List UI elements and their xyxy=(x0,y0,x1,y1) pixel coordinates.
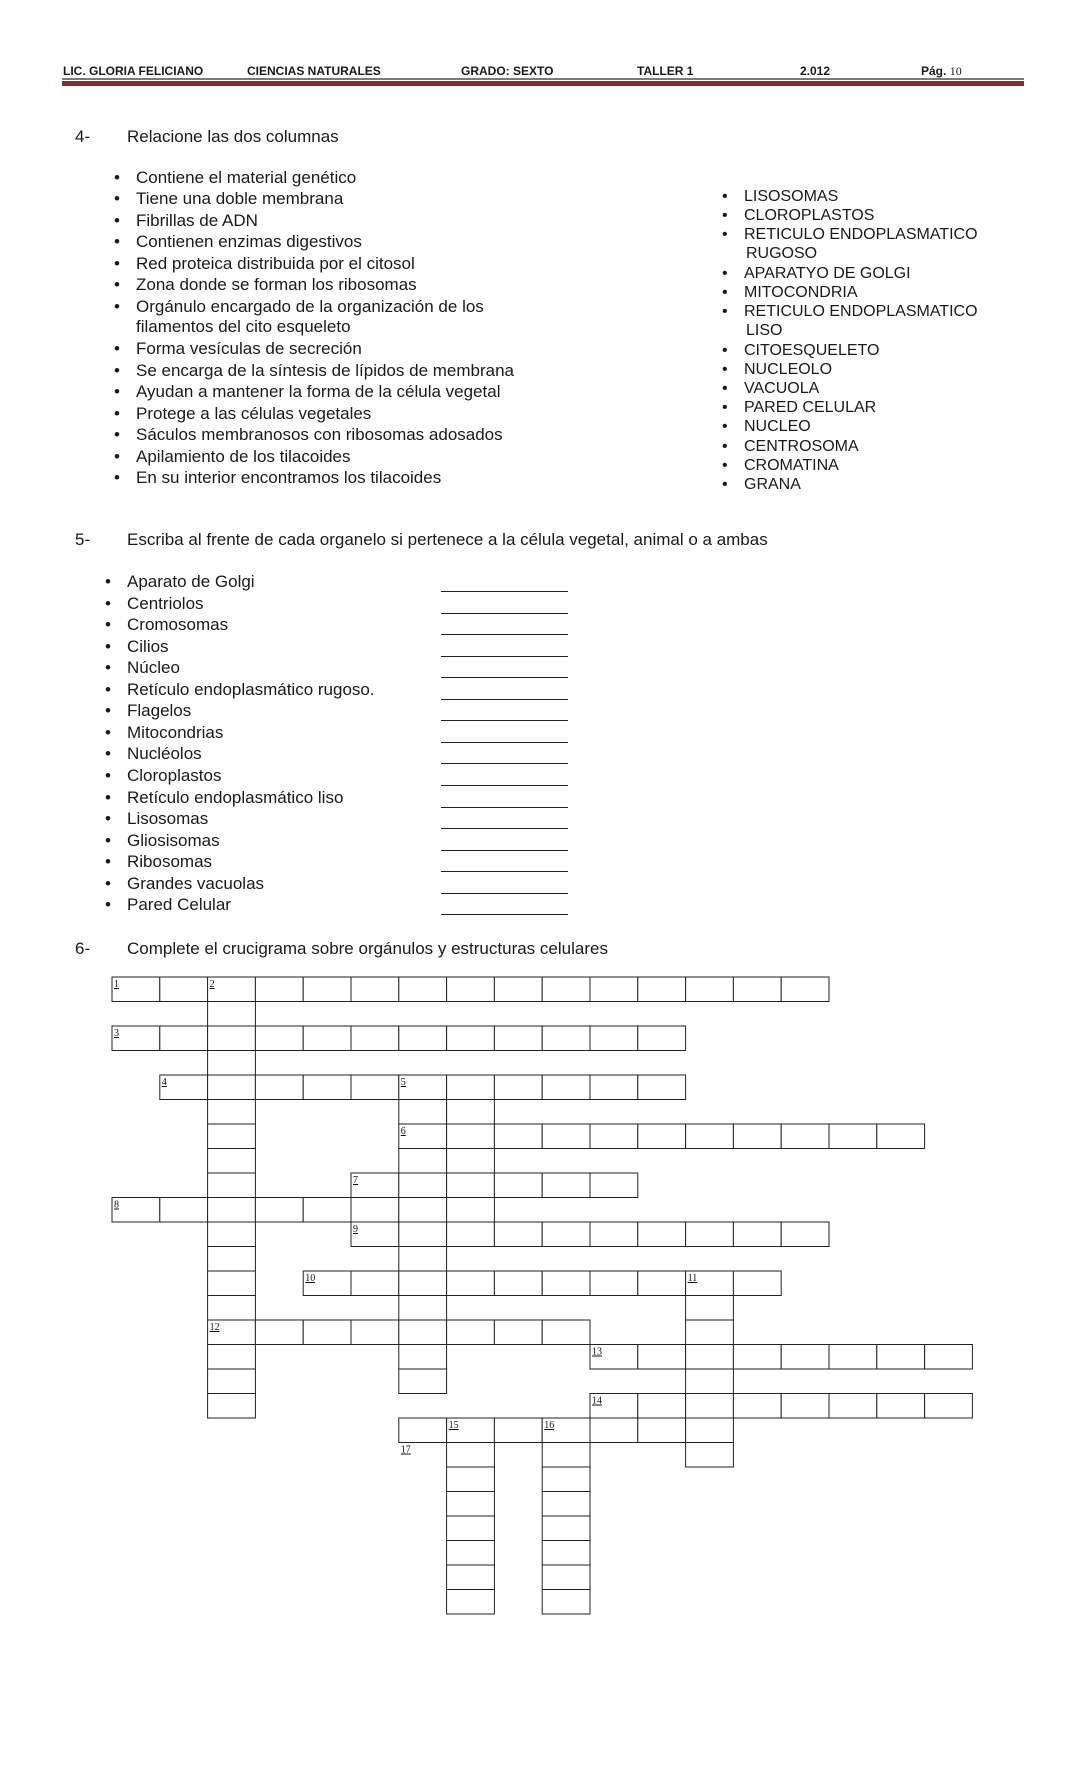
crossword-cell[interactable] xyxy=(399,1320,447,1345)
crossword-cell[interactable] xyxy=(590,1075,638,1100)
crossword-cell[interactable] xyxy=(542,1467,590,1492)
crossword-cell[interactable] xyxy=(399,1296,447,1321)
crossword-cell[interactable] xyxy=(686,1296,734,1321)
q4-right-item: • LISOSOMAS xyxy=(744,188,838,206)
crossword-cell[interactable] xyxy=(494,1075,542,1100)
crossword-cell[interactable] xyxy=(542,1541,590,1566)
crossword-clue-number: 9 xyxy=(353,1224,358,1235)
q4-left-item: • Tiene una doble membrana xyxy=(136,189,343,209)
crossword-cell[interactable] xyxy=(686,1443,734,1468)
q4-left-item-continuation: filamentos del cito esqueleto xyxy=(136,317,351,336)
q4-right-item: • CLOROPLASTOS xyxy=(744,207,874,225)
crossword-cell[interactable] xyxy=(447,1149,495,1174)
crossword-cell[interactable] xyxy=(255,977,303,1002)
crossword-cell[interactable] xyxy=(351,977,399,1002)
crossword-cell[interactable] xyxy=(877,1394,925,1419)
crossword-cell[interactable] xyxy=(494,1320,542,1345)
q4-left-item: • Contienen enzimas digestivos xyxy=(136,232,362,252)
q5-item: • Pared Celular xyxy=(127,895,231,915)
crossword-clue-number: 15 xyxy=(448,1420,459,1431)
q5-item: • Retículo endoplasmático liso xyxy=(127,788,343,808)
crossword-cell[interactable] xyxy=(733,1394,781,1419)
crossword-cell[interactable] xyxy=(733,1222,781,1247)
crossword-cell[interactable] xyxy=(542,1492,590,1517)
crossword-cell[interactable] xyxy=(112,977,160,1002)
q5-item: • Flagelos xyxy=(127,701,191,721)
crossword-cell[interactable] xyxy=(208,1051,256,1076)
crossword-cell[interactable] xyxy=(638,1124,686,1149)
crossword-cell[interactable] xyxy=(638,1075,686,1100)
crossword-cell[interactable] xyxy=(303,1075,351,1100)
crossword-cell[interactable] xyxy=(351,1075,399,1100)
crossword-cell[interactable] xyxy=(542,1124,590,1149)
crossword-clue-number: 1 xyxy=(114,979,119,990)
header-page-number: 10 xyxy=(949,64,962,78)
q4-left-item: • En su interior encontramos los tilacoides xyxy=(136,468,441,488)
crossword-cell[interactable] xyxy=(399,1075,447,1100)
crossword-cell[interactable] xyxy=(877,1124,925,1149)
crossword-cell[interactable] xyxy=(638,1418,686,1443)
crossword-cell[interactable] xyxy=(208,1026,256,1051)
crossword-cell[interactable] xyxy=(829,1394,877,1419)
q4-right-item: • RETICULO ENDOPLASMATICO xyxy=(744,226,978,244)
q4-left-item: • Sáculos membranosos con ribosomas adosados xyxy=(136,425,503,445)
crossword-cell[interactable] xyxy=(447,1173,495,1198)
crossword-cell[interactable] xyxy=(925,1394,973,1419)
crossword-cell[interactable] xyxy=(686,1394,734,1419)
q4-right-item-continuation: LISO xyxy=(746,322,783,339)
crossword-cell[interactable] xyxy=(447,1516,495,1541)
crossword-clue-number: 10 xyxy=(305,1273,316,1284)
crossword-cell[interactable] xyxy=(733,1271,781,1296)
crossword-cell[interactable] xyxy=(590,977,638,1002)
q4-left-item: • Fibrillas de ADN xyxy=(136,211,258,231)
crossword-clue-number: 2 xyxy=(209,979,215,990)
q4-left-item: • Contiene el material genético xyxy=(136,168,356,188)
crossword-cell[interactable] xyxy=(494,1026,542,1051)
q5-item: • Centriolos xyxy=(127,594,204,614)
q5-item: • Cilios xyxy=(127,637,169,657)
crossword-cell[interactable] xyxy=(686,1320,734,1345)
crossword-cell[interactable] xyxy=(399,1222,447,1247)
q5-number: 5- xyxy=(75,530,91,549)
crossword-cell[interactable] xyxy=(590,1271,638,1296)
q5-item: • Cromosomas xyxy=(127,615,228,635)
header-teacher: LIC. GLORIA FELICIANO xyxy=(63,64,204,78)
crossword-cell[interactable] xyxy=(447,1026,495,1051)
crossword-cell[interactable] xyxy=(590,1026,638,1051)
crossword-cell[interactable] xyxy=(208,1075,256,1100)
crossword-cell[interactable] xyxy=(208,1222,256,1247)
crossword-cell[interactable] xyxy=(590,1418,638,1443)
q6-number: 6- xyxy=(75,939,91,958)
crossword-cell[interactable] xyxy=(542,1271,590,1296)
crossword-cell[interactable] xyxy=(542,1222,590,1247)
crossword-cell[interactable] xyxy=(781,1124,829,1149)
header-grade: GRADO: SEXTO xyxy=(461,64,554,78)
crossword-cell[interactable] xyxy=(686,1222,734,1247)
crossword-cell[interactable] xyxy=(638,1345,686,1370)
q5-title: Escriba al frente de cada organelo si pertenece a la célula vegetal, animal o a ambas xyxy=(127,530,768,549)
crossword-cell[interactable] xyxy=(160,1198,208,1223)
q5-item: • Nucléolos xyxy=(127,744,202,764)
crossword-cell[interactable] xyxy=(542,1026,590,1051)
crossword-cell[interactable] xyxy=(208,1271,256,1296)
crossword-cell[interactable] xyxy=(829,1345,877,1370)
crossword-cell[interactable] xyxy=(399,1026,447,1051)
crossword-cell[interactable] xyxy=(399,1173,447,1198)
crossword-cell[interactable] xyxy=(447,1467,495,1492)
crossword-cell[interactable] xyxy=(781,1394,829,1419)
crossword-cell[interactable] xyxy=(208,1002,256,1027)
q4-title: Relacione las dos columnas xyxy=(127,127,339,146)
q4-left-item: • Forma vesículas de secreción xyxy=(136,339,362,359)
crossword-cell[interactable] xyxy=(542,1516,590,1541)
crossword-cell[interactable] xyxy=(447,1100,495,1125)
crossword-cell[interactable] xyxy=(542,1565,590,1590)
q4-right-item-continuation: RUGOSO xyxy=(746,245,818,262)
crossword-cell[interactable] xyxy=(542,977,590,1002)
crossword-cell[interactable] xyxy=(351,1320,399,1345)
q4-right-item: • PARED CELULAR xyxy=(744,399,876,417)
q5-item: • Lisosomas xyxy=(127,809,208,829)
q4-right-item: • CITOESQUELETO xyxy=(744,342,879,360)
crossword-cell[interactable] xyxy=(160,1075,208,1100)
crossword-cell[interactable] xyxy=(447,1492,495,1517)
crossword-cell[interactable] xyxy=(494,1418,542,1443)
crossword-cell[interactable] xyxy=(590,1222,638,1247)
q5-item: • Núcleo xyxy=(127,658,180,678)
crossword-cell[interactable] xyxy=(686,977,734,1002)
crossword-cell[interactable] xyxy=(399,1198,447,1223)
q5-item: • Mitocondrias xyxy=(127,723,223,743)
q4-right-item: • CROMATINA xyxy=(744,457,839,475)
crossword-cell[interactable] xyxy=(447,1590,495,1615)
crossword-cell[interactable] xyxy=(255,1320,303,1345)
crossword-cell[interactable] xyxy=(160,977,208,1002)
crossword-cell[interactable] xyxy=(303,1198,351,1223)
q4-left-item: • Ayudan a mantener la forma de la célula vegetal xyxy=(136,382,500,402)
q4-right-item: • MITOCONDRIA xyxy=(744,284,857,302)
crossword-clue-number: 8 xyxy=(114,1199,119,1211)
crossword-clue-number: 12 xyxy=(209,1322,220,1333)
crossword-cell[interactable] xyxy=(781,1222,829,1247)
q4-right-item: • APARATYO DE GOLGI xyxy=(744,265,911,283)
crossword-cell[interactable] xyxy=(494,977,542,1002)
q5-item: • Aparato de Golgi xyxy=(127,572,255,592)
q4-left-item: • Protege a las células vegetales xyxy=(136,404,371,424)
header-subject: CIENCIAS NATURALES xyxy=(247,64,381,78)
crossword-cell[interactable] xyxy=(112,1026,160,1051)
q4-right-item: • GRANA xyxy=(744,476,801,494)
crossword-cell[interactable] xyxy=(638,977,686,1002)
crossword-cell[interactable] xyxy=(351,1271,399,1296)
crossword-cell[interactable] xyxy=(208,1149,256,1174)
crossword-clue-number: 7 xyxy=(353,1175,358,1186)
crossword-cell[interactable] xyxy=(208,1198,256,1223)
crossword-cell[interactable] xyxy=(733,977,781,1002)
crossword-cell[interactable] xyxy=(733,1124,781,1149)
crossword-cell[interactable] xyxy=(303,977,351,1002)
crossword-cell[interactable] xyxy=(638,1271,686,1296)
crossword-cell[interactable] xyxy=(399,1247,447,1272)
crossword-cells xyxy=(112,977,972,1614)
crossword-cell[interactable] xyxy=(399,977,447,1002)
crossword-cell[interactable] xyxy=(542,1075,590,1100)
crossword-cell[interactable] xyxy=(208,1247,256,1272)
crossword-cell[interactable] xyxy=(733,1345,781,1370)
crossword-cell[interactable] xyxy=(638,1394,686,1419)
crossword-cell[interactable] xyxy=(447,1124,495,1149)
q4-left-item: • Orgánulo encargado de la organización de los xyxy=(136,297,484,317)
crossword-cell[interactable] xyxy=(590,1124,638,1149)
q4-left-item: • Se encarga de la síntesis de lípidos de membrana xyxy=(136,361,514,381)
crossword-cell[interactable] xyxy=(399,1418,447,1443)
crossword-cell[interactable] xyxy=(447,1443,495,1468)
crossword-cell[interactable] xyxy=(399,1100,447,1125)
header-year: 2.012 xyxy=(800,64,831,78)
crossword-cell[interactable] xyxy=(781,1345,829,1370)
crossword-cell[interactable] xyxy=(447,1222,495,1247)
crossword-cell[interactable] xyxy=(494,1271,542,1296)
q5-item: • Gliosisomas xyxy=(127,831,220,851)
crossword-cell[interactable] xyxy=(686,1369,734,1394)
header-page-label: Pág. xyxy=(921,64,947,78)
crossword-cell[interactable] xyxy=(351,1026,399,1051)
crossword-cell[interactable] xyxy=(351,1198,399,1223)
crossword-cell[interactable] xyxy=(542,1320,590,1345)
crossword-clue-number: 16 xyxy=(544,1420,555,1431)
crossword-cell[interactable] xyxy=(399,1271,447,1296)
crossword-cell[interactable] xyxy=(399,1124,447,1149)
q5-item: • Retículo endoplasmático rugoso. xyxy=(127,680,375,700)
crossword-clue-number: 4 xyxy=(161,1077,167,1088)
crossword-cell[interactable] xyxy=(399,1345,447,1370)
crossword-cell[interactable] xyxy=(255,1026,303,1051)
crossword-cell[interactable] xyxy=(208,1394,256,1419)
crossword-cell[interactable] xyxy=(255,1075,303,1100)
crossword-clue-number: 5 xyxy=(400,1077,406,1088)
crossword-clue-number: 13 xyxy=(592,1346,602,1358)
crossword-cell[interactable] xyxy=(399,1149,447,1174)
q4-right-item: • RETICULO ENDOPLASMATICO xyxy=(744,303,978,321)
crossword-cell[interactable] xyxy=(542,1443,590,1468)
crossword-cell[interactable] xyxy=(112,1198,160,1223)
crossword-cell[interactable] xyxy=(447,1565,495,1590)
crossword-cell[interactable] xyxy=(447,1075,495,1100)
crossword-cell[interactable] xyxy=(303,1320,351,1345)
crossword-cell[interactable] xyxy=(208,1173,256,1198)
crossword-clue-number: 11 xyxy=(687,1273,698,1284)
crossword-cell[interactable] xyxy=(208,1124,256,1149)
q4-left-item: • Red proteica distribuida por el citosol xyxy=(136,254,415,274)
crossword-cell[interactable] xyxy=(494,1124,542,1149)
header-workshop: TALLER 1 xyxy=(637,64,694,78)
crossword-cell[interactable] xyxy=(542,1173,590,1198)
crossword-cell[interactable] xyxy=(447,1198,495,1223)
crossword-cell[interactable] xyxy=(447,1271,495,1296)
crossword-cell[interactable] xyxy=(351,1222,399,1247)
crossword-cell[interactable] xyxy=(686,1345,734,1370)
crossword-cell[interactable] xyxy=(638,1222,686,1247)
crossword-cell[interactable] xyxy=(877,1345,925,1370)
crossword-cell[interactable] xyxy=(925,1345,973,1370)
crossword-cell[interactable] xyxy=(160,1026,208,1051)
crossword-clue-number: 17 xyxy=(400,1444,411,1456)
crossword-cell[interactable] xyxy=(208,1369,256,1394)
crossword-cell[interactable] xyxy=(829,1124,877,1149)
crossword-cell[interactable] xyxy=(494,1222,542,1247)
crossword-cell[interactable] xyxy=(686,1124,734,1149)
crossword-cell[interactable] xyxy=(208,977,256,1002)
crossword-cell[interactable] xyxy=(208,1296,256,1321)
crossword-cell[interactable] xyxy=(686,1418,734,1443)
crossword-cell[interactable] xyxy=(447,1541,495,1566)
crossword-cell[interactable] xyxy=(494,1173,542,1198)
crossword-cell[interactable] xyxy=(590,1173,638,1198)
crossword-cell[interactable] xyxy=(447,977,495,1002)
q4-right-item: • VACUOLA xyxy=(744,380,819,398)
crossword-cell[interactable] xyxy=(781,977,829,1002)
q6-title: Complete el crucigrama sobre orgánulos y estructuras celulares xyxy=(127,939,608,958)
q5-item: • Ribosomas xyxy=(127,852,212,872)
q4-right-item: • CENTROSOMA xyxy=(744,438,859,456)
crossword-clue-number: 6 xyxy=(400,1126,406,1137)
crossword-cell[interactable] xyxy=(447,1320,495,1345)
q4-right-item: • NUCLEO xyxy=(744,418,811,436)
crossword-cell[interactable] xyxy=(255,1198,303,1223)
crossword-cell[interactable] xyxy=(399,1369,447,1394)
q4-left-item: • Apilamiento de los tilacoides xyxy=(136,447,351,467)
crossword-cell[interactable] xyxy=(638,1026,686,1051)
crossword-clue-number: 3 xyxy=(114,1028,119,1039)
crossword-cell[interactable] xyxy=(303,1026,351,1051)
crossword-clue-number: 14 xyxy=(592,1395,602,1407)
q5-item: • Grandes vacuolas xyxy=(127,874,264,894)
q4-number: 4- xyxy=(75,127,91,146)
q4-right-item: • NUCLEOLO xyxy=(744,361,832,379)
crossword-cell[interactable] xyxy=(542,1590,590,1615)
crossword-cell[interactable] xyxy=(208,1345,256,1370)
crossword-cell[interactable] xyxy=(208,1100,256,1125)
crossword-cell[interactable] xyxy=(351,1173,399,1198)
q5-item: • Cloroplastos xyxy=(127,766,222,786)
q4-left-item: • Zona donde se forman los ribosomas xyxy=(136,275,417,295)
